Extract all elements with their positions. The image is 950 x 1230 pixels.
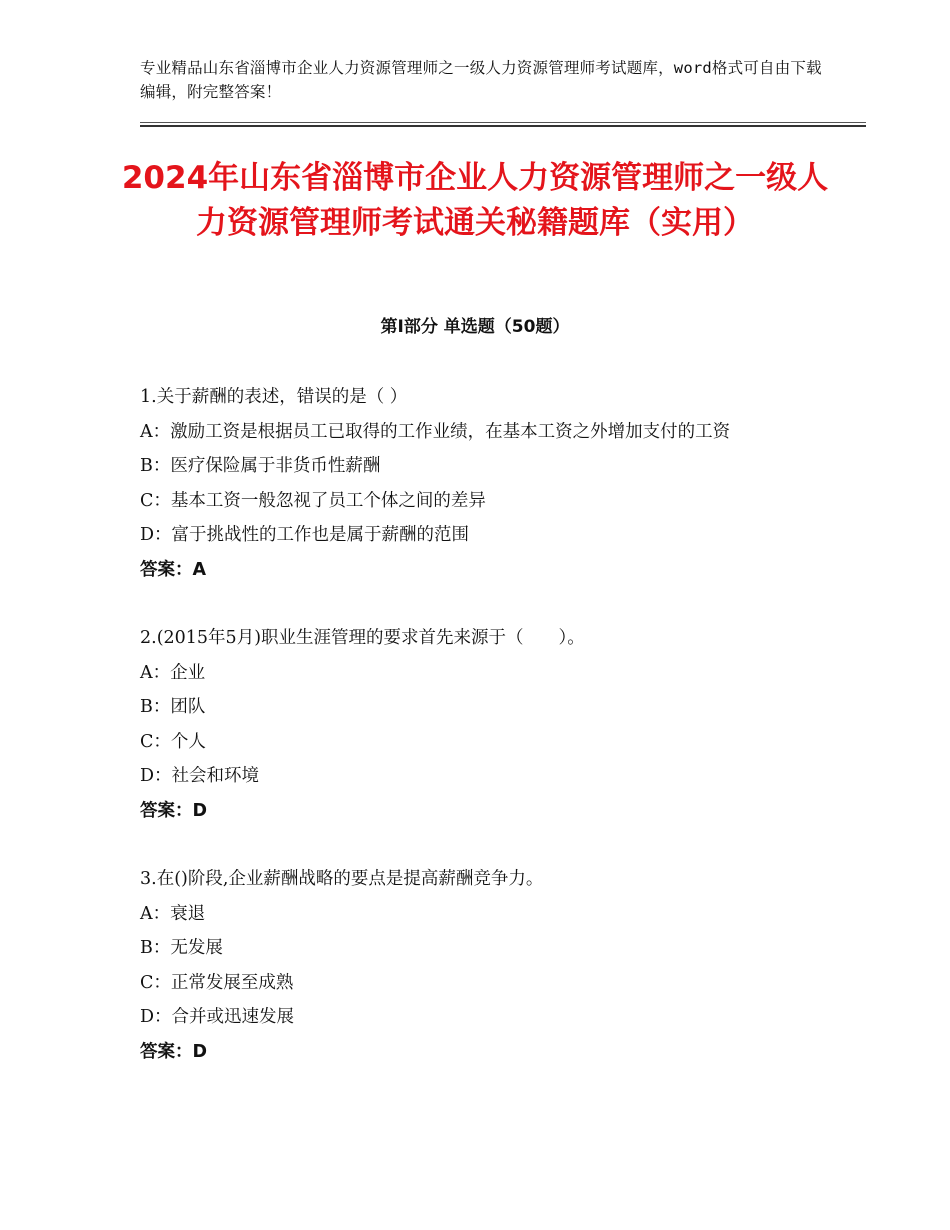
option-a: A：企业: [140, 662, 206, 683]
question-3: [140, 862, 820, 1069]
option-b: B：团队: [140, 697, 206, 717]
document-title: 2024年山东省淄博市企业人力资源管理师之一级人力资源管理师考试通关秘籍题库（实用）: [121, 160, 829, 241]
option-a: A：衰退: [140, 903, 206, 924]
option-c: C：个人: [140, 731, 206, 752]
option-b: B：无发展: [140, 938, 223, 958]
question-2: [140, 621, 820, 828]
question-stem: 2.(2015年5月)职业生涯管理的要求首先来源于（ ）。: [140, 628, 585, 648]
header-divider-thin: [140, 122, 866, 123]
option-c: C：基本工资一般忽视了员工个体之间的差异: [140, 490, 486, 511]
question-stem: 1.关于薪酬的表述，错误的是（ ）: [140, 387, 408, 407]
option-d: D：合并或迅速发展: [140, 1007, 295, 1027]
question-stem: 3.在()阶段,企业薪酬战略的要点是提高薪酬竞争力。: [140, 869, 544, 889]
option-d: D：社会和环境: [140, 766, 260, 786]
header-note: 专业精品山东省淄博市企业人力资源管理师之一级人力资源管理师考试题库，word格式可自由下载编辑，附完整答案！: [140, 59, 822, 101]
option-d: D：富于挑战性的工作也是属于薪酬的范围: [140, 525, 470, 545]
header-divider-thick: [140, 125, 866, 127]
question-list: [140, 380, 820, 1103]
option-a: A：激励工资是根据员工已取得的工作业绩，在基本工资之外增加支付的工资: [140, 421, 731, 442]
option-c: C：正常发展至成熟: [140, 972, 294, 993]
answer: 答案：A: [140, 559, 207, 580]
answer: 答案：D: [140, 1041, 208, 1062]
section-heading: 第Ⅰ部分 单选题（50题）: [380, 317, 570, 337]
option-b: B：医疗保险属于非货币性薪酬: [140, 456, 381, 476]
answer: 答案：D: [140, 800, 208, 821]
question-1: [140, 380, 820, 587]
